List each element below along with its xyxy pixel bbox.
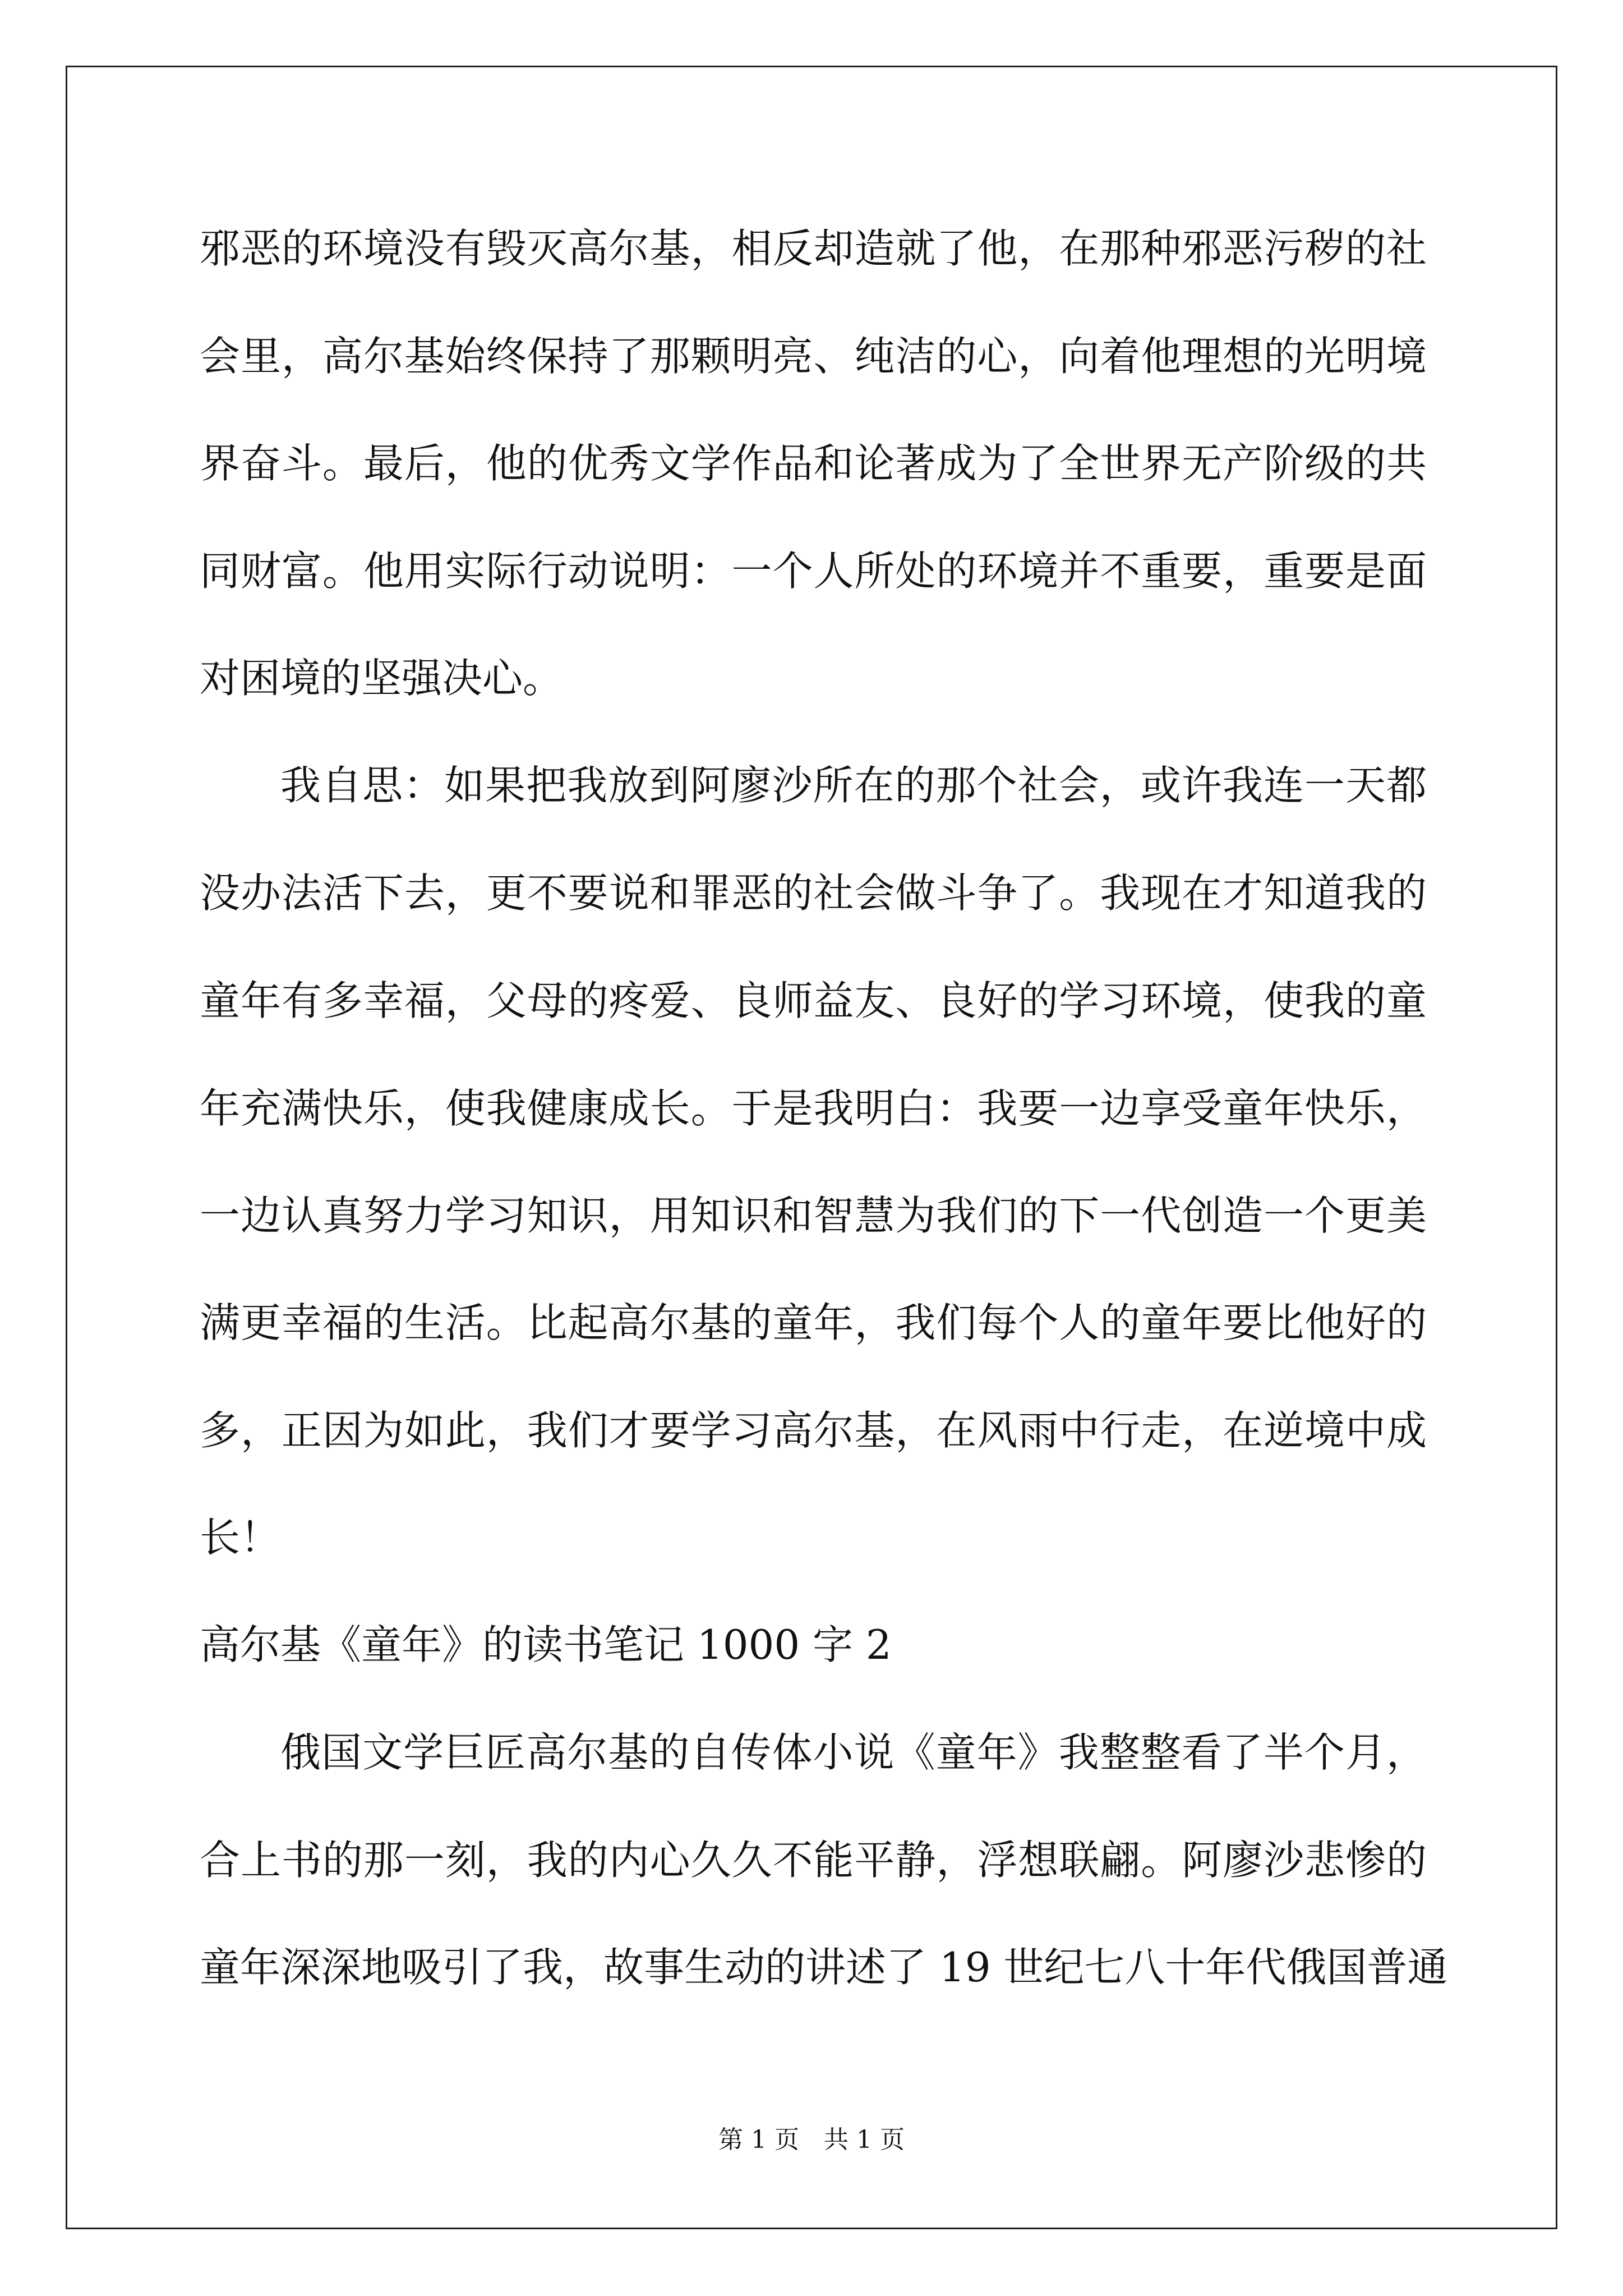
body-text-line: 多，正因为如此，我们才要学习高尔基，在风雨中行走，在逆境中成 — [200, 1407, 1427, 1454]
body-text-line: 同财富。他用实际行动说明：一个人所处的环境并不重要，重要是面 — [200, 547, 1427, 595]
body-text-line: 长！ — [200, 1514, 281, 1561]
body-text-line: 一边认真努力学习知识，用知识和智慧为我们的下一代创造一个更美 — [200, 1192, 1427, 1239]
body-text-line: 俄国文学巨匠高尔基的自传体小说《童年》我整整看了半个月， — [280, 1729, 1427, 1776]
body-text-line: 我自思：如果把我放到阿廖沙所在的那个社会，或许我连一天都 — [280, 762, 1427, 809]
section-heading: 高尔基《童年》的读书笔记 1000 字 2 — [200, 1621, 892, 1668]
body-text-line: 没办法活下去，更不要说和罪恶的社会做斗争了。我现在才知道我的 — [200, 869, 1427, 917]
body-text-line: 会里，高尔基始终保持了那颗明亮、纯洁的心，向着他理想的光明境 — [200, 333, 1427, 380]
body-text-line: 对困境的坚强决心。 — [200, 655, 564, 702]
page-footer: 第 1 页 共 1 页 — [718, 2125, 905, 2154]
body-text-line: 界奋斗。最后，他的优秀文学作品和论著成为了全世界无产阶级的共 — [200, 440, 1427, 487]
body-text-line: 年充满快乐，使我健康成长。于是我明白：我要一边享受童年快乐， — [200, 1085, 1427, 1132]
page-border — [66, 66, 1557, 2229]
body-text-line: 合上书的那一刻，我的内心久久不能平静，浮想联翩。阿廖沙悲惨的 — [200, 1837, 1427, 1884]
body-text-line: 满更幸福的生活。比起高尔基的童年，我们每个人的童年要比他好的 — [200, 1299, 1427, 1346]
body-text-line: 邪恶的环境没有毁灭高尔基，相反却造就了他，在那种邪恶污秽的社 — [200, 225, 1427, 272]
body-text-line: 童年深深地吸引了我，故事生动的讲述了 19 世纪七八十年代俄国普通 — [200, 1944, 1448, 1991]
body-text-line: 童年有多幸福，父母的疼爱、良师益友、良好的学习环境，使我的童 — [200, 977, 1427, 1024]
